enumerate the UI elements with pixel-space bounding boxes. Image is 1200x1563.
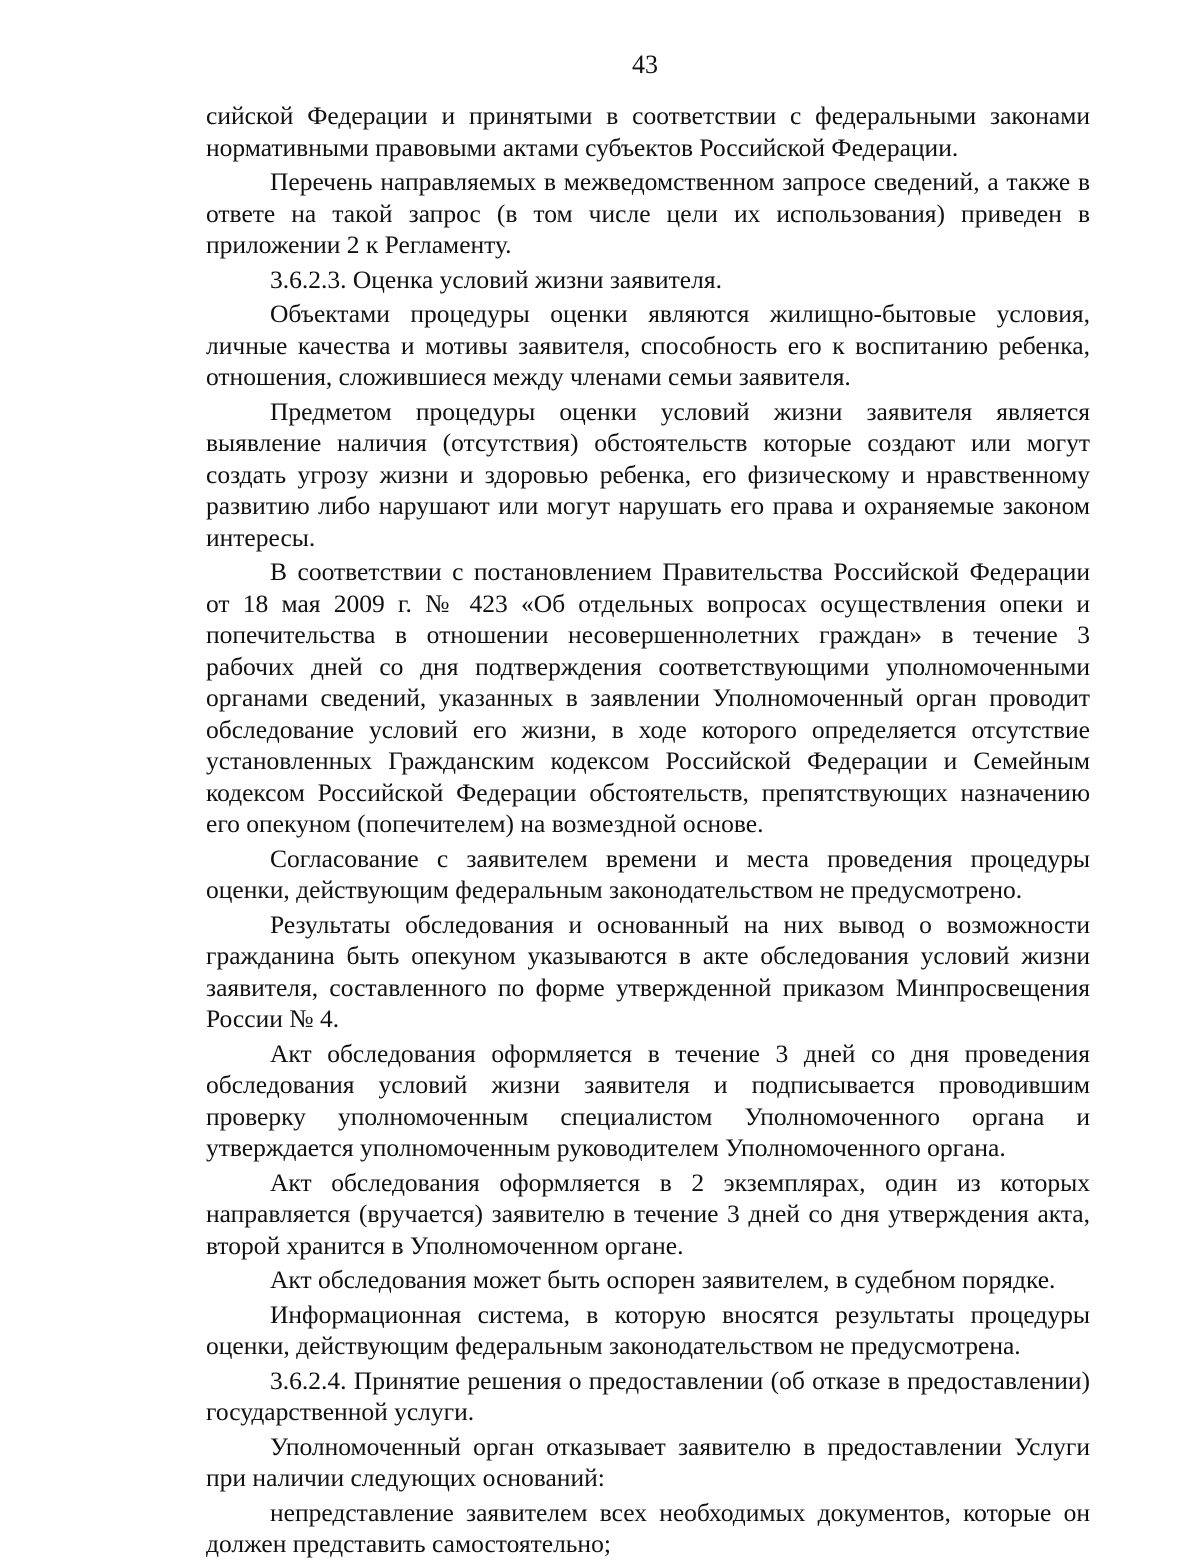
- paragraph: Акт обследования оформляется в 2 экземплярах, один из которых направляется (вручается) заявителю в течение 3 дней со дня утверждения акта, второй хранится в Уполномоченном органе.: [206, 1167, 1090, 1260]
- paragraph: сийской Федерации и принятыми в соответствии с федеральными законами нормативными правовыми актами субъектов Российской Федерации.: [206, 101, 1090, 162]
- paragraph: Предметом процедуры оценки условий жизни заявителя является выявление наличия (отсутствия) обстоятельств которые создают или могут создать угрозу жизни и здоровью ребенка, его физическому и нравственному развитию либо нарушают или могут нарушать его права и охраняемые законом интересы.: [206, 396, 1090, 552]
- paragraph: Объектами процедуры оценки являются жилищно-бытовые условия, личные качества и мотивы заявителя, способность его к воспитанию ребенка, отношения, сложившиеся между членами семьи заявителя.: [206, 299, 1090, 391]
- document-body: [206, 100, 1090, 1563]
- list-item: непредставление заявителем всех необходимых документов, которые он должен представить самостоятельно;: [206, 1497, 1090, 1558]
- paragraph: Перечень направляемых в межведомственном запросе сведений, а также в ответе на такой запрос (в том числе цели их использования) приведен в приложении 2 к Регламенту.: [206, 167, 1090, 259]
- paragraph: Информационная система, в которую вносятся результаты процедуры оценки, действующим федеральным законодательством не предусмотрена.: [206, 1299, 1090, 1360]
- paragraph: Результаты обследования и основанный на них вывод о возможности гражданина быть опекуном указываются в акте обследования условий жизни заявителя, составленного по форме утвержденной приказом Минпросвещения России № 4.: [206, 909, 1090, 1033]
- paragraph: Акт обследования оформляется в течение 3 дней со дня проведения обследования условий жизни заявителя и подписывается проводившим проверку уполномоченным специалистом Уполномоченного органа и утверждается уполномоченным руководителем Уполномоченного органа.: [206, 1038, 1090, 1162]
- section-heading: 3.6.2.3. Оценка условий жизни заявителя.: [270, 264, 722, 294]
- paragraph: В соответствии с постановлением Правительства Российской Федерации от 18 мая 2009 г. № 423 «Об отдельных вопросах осуществления опеки и попечительства в отношении несовершеннолетних граждан» в течение 3 рабочих дней со дня подтверждения соответствующими уполномоченными органами сведений, указанных в заявлении Уполномоченный орган проводит обследование условий его жизни, в ходе которого определяется отсутствие установленных Гражданским кодексом Российской Федерации и Семейным кодексом Российской Федерации обстоятельств, препятствующих назначению его опекуном (попечителем) на возмездной основе.: [206, 557, 1090, 838]
- page-number: 43: [632, 50, 658, 79]
- section-heading: 3.6.2.4. Принятие решения о предоставлении (об отказе в предоставлении) государственной услуги.: [206, 1365, 1090, 1426]
- paragraph: Уполномоченный орган отказывает заявителю в предоставлении Услуги при наличии следующих оснований:: [206, 1431, 1090, 1492]
- paragraph: Согласование с заявителем времени и места проведения процедуры оценки, действующим федеральным законодательством не предусмотрено.: [206, 843, 1090, 904]
- paragraph: Акт обследования может быть оспорен заявителем, в судебном порядке.: [270, 1265, 1056, 1294]
